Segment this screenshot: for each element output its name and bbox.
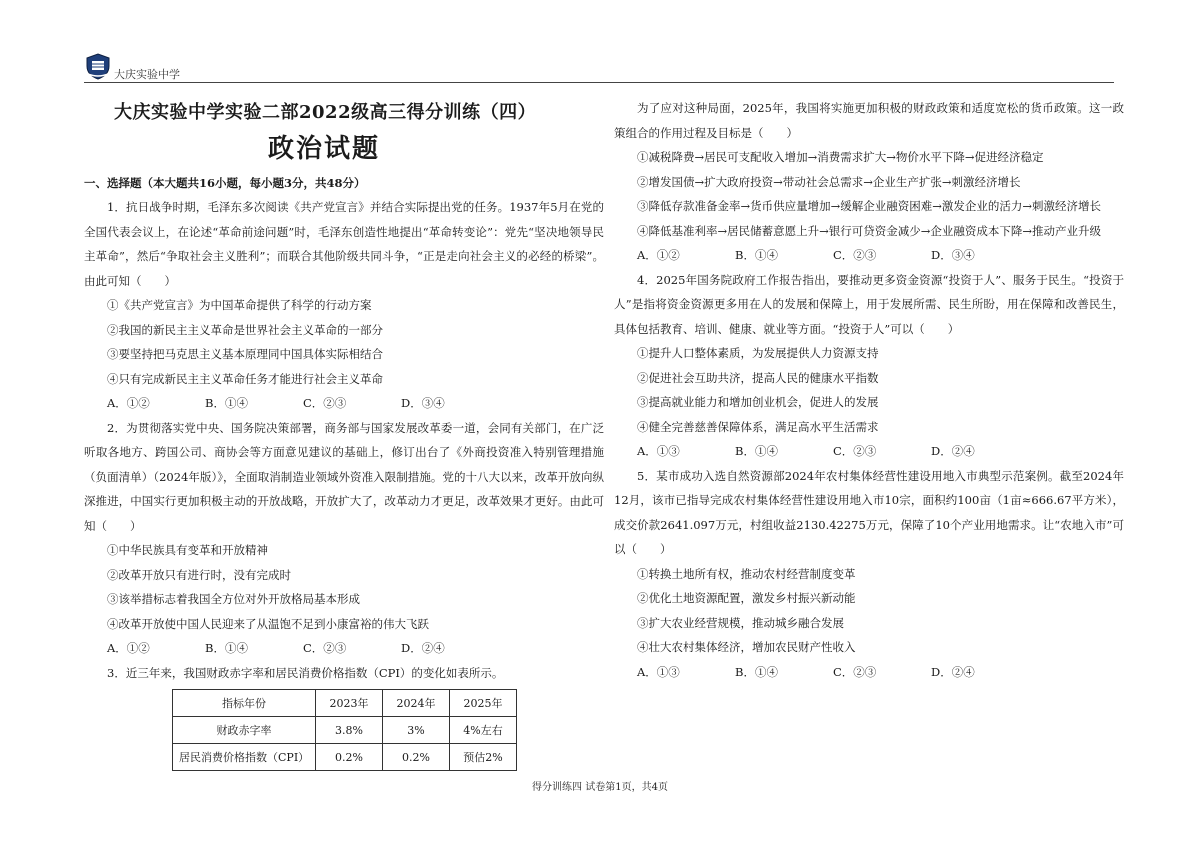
- choice-c: C．②③: [303, 396, 347, 410]
- question-stem-continued: 为了应对这种局面，2025年，我国将实施更加积极的财政政策和适度宽松的货币政策。这一政策组合的作用过程及目标是（ ）: [614, 101, 1124, 140]
- question-option: ②优化土地资源配置，激发乡村振兴新动能: [637, 591, 856, 605]
- table-cell: 0.2%: [383, 744, 450, 771]
- table-cell: 预估2%: [450, 744, 517, 771]
- question-option: ②改革开放只有进行时，没有完成时: [107, 567, 291, 582]
- choice-d: D．②④: [931, 664, 975, 679]
- table-header-cell: 指标年份: [173, 690, 316, 717]
- left-column: [84, 96, 604, 771]
- choice-c: C．②③: [833, 444, 877, 458]
- table-cell: 3%: [383, 717, 450, 744]
- table-row: [173, 744, 517, 771]
- choice-c: C．②③: [833, 248, 877, 262]
- question-option: ①转换土地所有权，推动农村经营制度变革: [637, 566, 856, 581]
- question-option: ④健全完善慈善保障体系，满足高水平生活需求: [637, 419, 879, 434]
- question-option: ③要坚持把马克思主义基本原理同中国具体实际相结合: [107, 347, 383, 361]
- choice-b: B．①④: [735, 444, 778, 458]
- question-option: ②我国的新民主主义革命是世界社会主义革命的一部分: [107, 322, 383, 337]
- choice-a: A．①②: [107, 396, 150, 410]
- table-cell: 3.8%: [316, 717, 383, 744]
- choice-a: A．①③: [637, 444, 680, 458]
- choice-b: B．①④: [205, 641, 248, 655]
- table-header-cell: 2025年: [450, 690, 517, 717]
- answer-choices: [84, 636, 604, 661]
- choice-d: D．②④: [401, 641, 445, 655]
- table-cell: 4%左右: [450, 717, 517, 744]
- table-header-row: [173, 690, 517, 717]
- question-option: ④只有完成新民主主义革命任务才能进行社会主义革命: [107, 371, 383, 386]
- school-logo: [84, 52, 112, 80]
- question-option: ③降低存款准备金率→货币供应量增加→缓解企业融资困难→激发企业的活力→刺激经济增长: [637, 199, 1102, 213]
- question-option: ①中华民族具有变革和开放精神: [107, 543, 268, 557]
- table-cell: 居民消费价格指数（CPI）: [173, 744, 316, 771]
- choice-c: C．②③: [303, 641, 347, 655]
- choice-d: D．②④: [931, 444, 975, 458]
- question-option: ①减税降费→居民可支配收入增加→消费需求扩大→物价水平下降→促进经济稳定: [637, 150, 1044, 164]
- choice-a: A．①③: [637, 664, 680, 679]
- choice-c: C．②③: [833, 664, 877, 679]
- question-option: ③提高就业能力和增加创业机会，促进人的发展: [637, 395, 879, 409]
- choice-b: B．①④: [735, 248, 778, 262]
- question-option: ①提升人口整体素质，为发展提供人力资源支持: [637, 346, 879, 360]
- exam-title: 大庆实验中学实验二部2022级高三得分训练（四）: [114, 102, 537, 123]
- page-footer: 得分训练四 试卷第1页，共4页: [532, 782, 668, 793]
- table-row: [173, 717, 517, 744]
- answer-choices: [614, 439, 1124, 464]
- page-header: [84, 52, 1114, 83]
- table-cell: 财政赤字率: [173, 717, 316, 744]
- question-option: ③该举措标志着我国全方位对外开放格局基本形成: [107, 592, 360, 606]
- question-stem: 1．抗日战争时期，毛泽东多次阅读《共产党宣言》并结合实际提出党的任务。1937年5月在党的全国代表会议上，在论述“革命前途问题”时，毛泽东创造性地提出“革命转变论”：党先“坚决地领导民主革命”，然后“争取社会主义胜利”；而联合其他阶级共同斗争，“正是走向社会主义的必经的桥梁”。由此可知（ ）: [84, 200, 604, 288]
- choice-b: B．①④: [205, 396, 248, 410]
- choice-a: A．①②: [107, 641, 150, 655]
- exam-subtitle: 政治试题: [267, 134, 380, 164]
- choice-d: D．③④: [401, 396, 445, 410]
- choice-a: A．①②: [637, 248, 680, 262]
- question-option: ②促进社会互助共济，提高人民的健康水平指数: [637, 370, 879, 385]
- table-header-cell: 2023年: [316, 690, 383, 717]
- question-option: ②增发国债→扩大政府投资→带动社会总需求→企业生产扩张→刺激经济增长: [637, 174, 1021, 189]
- question-stem: 4．2025年国务院政府工作报告指出，要推动更多资金资源“投资于人”、服务于民生。“投资于人”是指将资金资源更多用在人的发展和保障上，用于发展所需、民生所盼，用在保障和改善民生，具体包括教育、培训、健康、就业等方面。“投资于人”可以（ ）: [614, 272, 1124, 336]
- answer-choices: [84, 391, 604, 416]
- answer-choices: [614, 243, 1124, 268]
- table-cell: 0.2%: [316, 744, 383, 771]
- answer-choices: [614, 660, 1124, 685]
- right-column: [614, 96, 1124, 684]
- question-option: ③扩大农业经营规模，推动城乡融合发展: [637, 615, 844, 630]
- question-option: ④改革开放使中国人民迎来了从温饱不足到小康富裕的伟大飞跃: [107, 616, 429, 631]
- data-table: [172, 689, 517, 771]
- question-option: ④降低基准利率→居民储蓄意愿上升→银行可贷资金减少→企业融资成本下降→推动产业升级: [637, 223, 1102, 238]
- school-name: 大庆实验中学: [114, 68, 180, 81]
- table-header-cell: 2024年: [383, 690, 450, 717]
- section-heading: 一、选择题（本大题共16小题，每小题3分，共48分）: [84, 176, 366, 190]
- choice-b: B．①④: [735, 664, 778, 679]
- question-stem: 2．为贯彻落实党中央、国务院决策部署，商务部与国家发展改革委一道，会同有关部门，在广泛听取各地方、跨国公司、商协会等方面意见建议的基础上，修订出台了《外商投资准入特别管理措施（负面清单）（2024年版）》，全面取消制造业领域外资准入限制措施。党的十八大以来，改革开放向纵深推进，中国实行更加积极主动的开放战略，开放扩大了，改革动力才更足，改革效果才更好。由此可知（ ）: [84, 420, 604, 533]
- choice-d: D．③④: [931, 248, 975, 262]
- question-stem: 5．某市成功入选自然资源部2024年农村集体经营性建设用地入市典型示范案例。截至2024年12月，该市已指导完成农村集体经营性建设用地入市10宗，面积约100亩（1亩≈666.67平方米），成交价款2641.097万元，村组收益2130.42275万元，保障了10个产业用地需求。让“农地入市”可以（ ）: [614, 468, 1124, 556]
- question-option: ①《共产党宣言》为中国革命提供了科学的行动方案: [107, 298, 372, 312]
- question-option: ④壮大农村集体经济，增加农民财产性收入: [637, 640, 856, 654]
- question-stem: 3．近三年来，我国财政赤字率和居民消费价格指数（CPI）的变化如表所示。: [107, 665, 504, 680]
